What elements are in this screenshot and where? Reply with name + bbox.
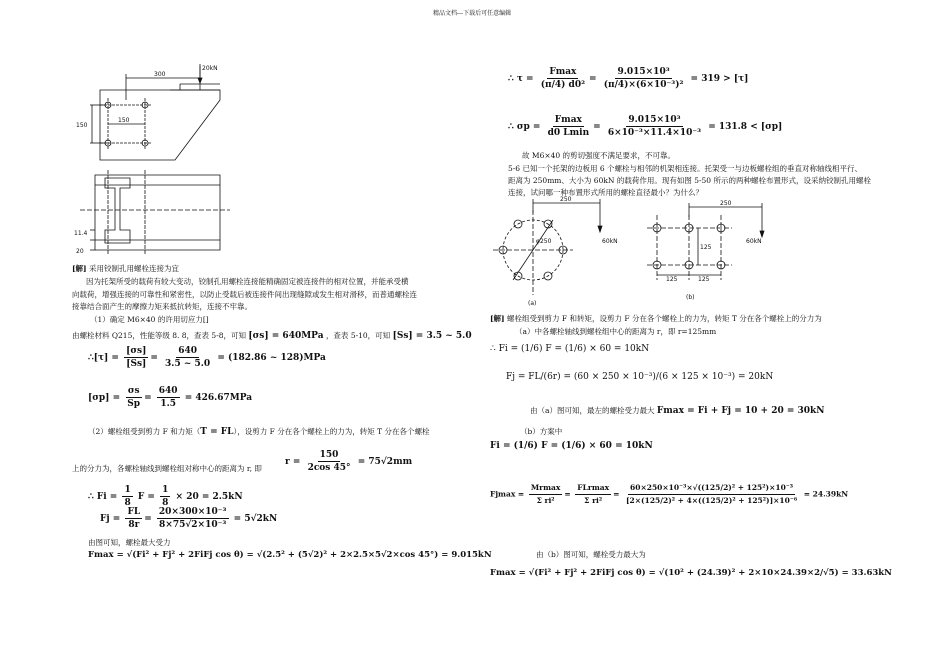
figure-a: [488, 195, 638, 307]
dim-300-label: 300: [154, 71, 166, 78]
tau-allow-eq: ∴[τ] = $\frac{[\sigma s]}{[Ss]}$ = $\frac{640}{3.5 \sim 5.0}$ = (182.86 ~ 128)MPa: [88, 346, 326, 369]
case-b-fjmax: Fjmax = $\frac{Mrmax}{\text{Σ ri²}}$ = $\frac{\text{FLrmax}}{\text{Σ ri²}}$ = $\frac{\text{60×250×10⁻³×√((125/2)² + 125²)×10⁻³}}{\text{[2×(125/2)² + 4×((125/2)² + 125²)]×10⁻⁶}}$ = 24.39kN: [490, 483, 849, 505]
fj-eq-right: Fj = FL/(6r) = (60 × 250 × 10⁻³)/(6 × 125 × 10⁻³) = 20kN: [506, 372, 774, 382]
left-para-3: 接靠结合面产生的摩擦力矩来抵抗转矩，连接不牢靠。: [72, 302, 252, 311]
fig-b-load: 60kN: [746, 238, 762, 245]
fi-eq-left: ∴ Fi = $\frac{1}{8}$ F = $\frac{1}{8}$ × 20 = 2.5kN: [88, 485, 243, 508]
right-solution-line-2: （a）中各螺栓轴线到螺栓组中心的距离为 r，即 r=125mm: [515, 327, 717, 336]
fig-a-load: 60kN: [602, 238, 618, 245]
dim-150-h-label: 150: [118, 117, 130, 124]
dim-11-label: 11.4: [74, 230, 88, 237]
max-force-text: 由图可知，螺栓最大受力: [88, 538, 171, 547]
left-para-1: 因为托架所受的载荷有较大变动，铰制孔用螺栓连接能精确固定被连接件的相对位置，并能承受横: [86, 277, 409, 286]
question-line-3: 连接，试问哪一种布置形式所用的螺栓直径最小？为什么？: [508, 188, 703, 197]
sigma-p-eq-right: ∴ σp = $\frac{Fmax}{d0 Lmin}$ = $\frac{\text{9.015×10³}}{\text{6×10⁻³×11.4×10⁻³}}$ = 131.8 < [σp]: [508, 115, 783, 138]
fig-a-diameter: φ250: [536, 238, 552, 245]
tau-eq-right: ∴ τ = $\frac{Fmax}{\text{(π/4) d0²}}$ = $\frac{\text{9.015×10³}}{\text{(π/4)×(6×10⁻³)²}}$ = 319 > [τ]: [508, 67, 749, 90]
page-header: 精品文档---下载后可任意编辑: [433, 10, 512, 17]
load-label: 20kN: [202, 65, 218, 72]
fig-b-dim-125-v: 125: [700, 244, 712, 251]
question-line-1: 5-6 已知一个托架的边板用 6 个螺栓与相邻的机架相连接。托架受一与边板螺栓组的垂直对称轴线相平行、: [508, 164, 862, 173]
step-2-cont: 上的分力为，各螺栓轴线到螺栓组对称中心的距离为 r, 即: [72, 464, 262, 473]
case-b-fmax: Fmax = √(Fi² + Fj² + 2FiFj cos θ) = √(10² + (24.39)² + 2×10×24.39×2/√5) = 33.63kN: [490, 568, 892, 578]
case-b-fi: Fi = (1/6) F = (1/6) × 60 = 10kN: [490, 441, 653, 451]
dim-20-label: 20: [76, 248, 84, 255]
step-2: （2）螺栓组受到剪力 F 和力矩（T = FL），设剪力 F 分在各个螺栓上的力为，转矩 T 分在各个螺栓: [88, 427, 430, 437]
question-line-2: 距离为 250mm、大小为 60kN 的载荷作用。现有如图 5-50 所示的两种螺栓布置形式，设采纳铰制孔用螺栓: [508, 176, 871, 185]
case-b-heading: （b）方案中: [520, 427, 563, 436]
dim-150-v-label: 150: [76, 122, 88, 129]
fig-a-caption: (a): [528, 300, 537, 307]
sigma-p-eq: [σp] = $\frac{\sigma s}{Sp}$ = $\frac{640}{1.5}$ = 426.67MPa: [88, 386, 253, 409]
r-eq: r = $\frac{150}{2\cos 45^\circ}$ = 75√2mm: [285, 450, 413, 473]
case-a-text: 由（a）图可知，最左的螺栓受力最大 Fmax = Fi + Fj = 10 + 20 = 30kN: [530, 406, 825, 416]
right-solution-line-1: [解] 螺栓组受到剪力 F 和转矩，设剪力 F 分在各个螺栓上的力为，转矩 T 分在各个螺栓上的分力为: [490, 314, 822, 323]
fig-b-dim-250: 250: [720, 200, 732, 207]
fig-b-dim-125-a: 125: [666, 276, 678, 283]
fig-b-caption: (b): [686, 294, 695, 301]
left-solution-heading: [解] 采用铰制孔用螺栓连接为宜: [72, 264, 179, 273]
left-para-2: 向载荷，增强连接的可靠性和紧密性，以防止受载后被连接件间出现缝隙或发生相对滑移，而普通螺栓连: [72, 290, 417, 299]
fi-eq-right: ∴ Fi = (1/6) F = (1/6) × 60 = 10kN: [490, 344, 650, 354]
case-b-max-text: 由（b）图可知，螺栓受力最大为: [536, 550, 646, 559]
bracket-figure: [70, 60, 250, 265]
conclusion: 故 M6×40 的剪切强度不满足要求，不可靠。: [522, 151, 676, 160]
fmax-eq-left: Fmax = √(Fi² + Fj² + 2FiFj cos θ) = √(2.5² + (5√2)² + 2×2.5×5√2×cos 45°) = 9.015kN: [88, 550, 492, 560]
step-1: （1）确定 M6×40 的许用切应力[]: [90, 315, 209, 324]
material-line: 由螺栓材料 Q215，性能等级 8. 8，查表 5-8，可知 [σs] = 640MPa ，查表 5-10，可知 [Ss] = 3.5 ~ 5.0: [72, 331, 472, 341]
fj-eq-left: Fj = $\frac{FL}{8r}$ = $\frac{\text{20×300×10⁻³}}{\text{8×75√2×10⁻³}}$ = 5√2kN: [100, 507, 278, 530]
figure-b: [642, 195, 802, 307]
fig-a-dim-250: 250: [560, 196, 572, 203]
fig-b-dim-125-b: 125: [698, 276, 710, 283]
